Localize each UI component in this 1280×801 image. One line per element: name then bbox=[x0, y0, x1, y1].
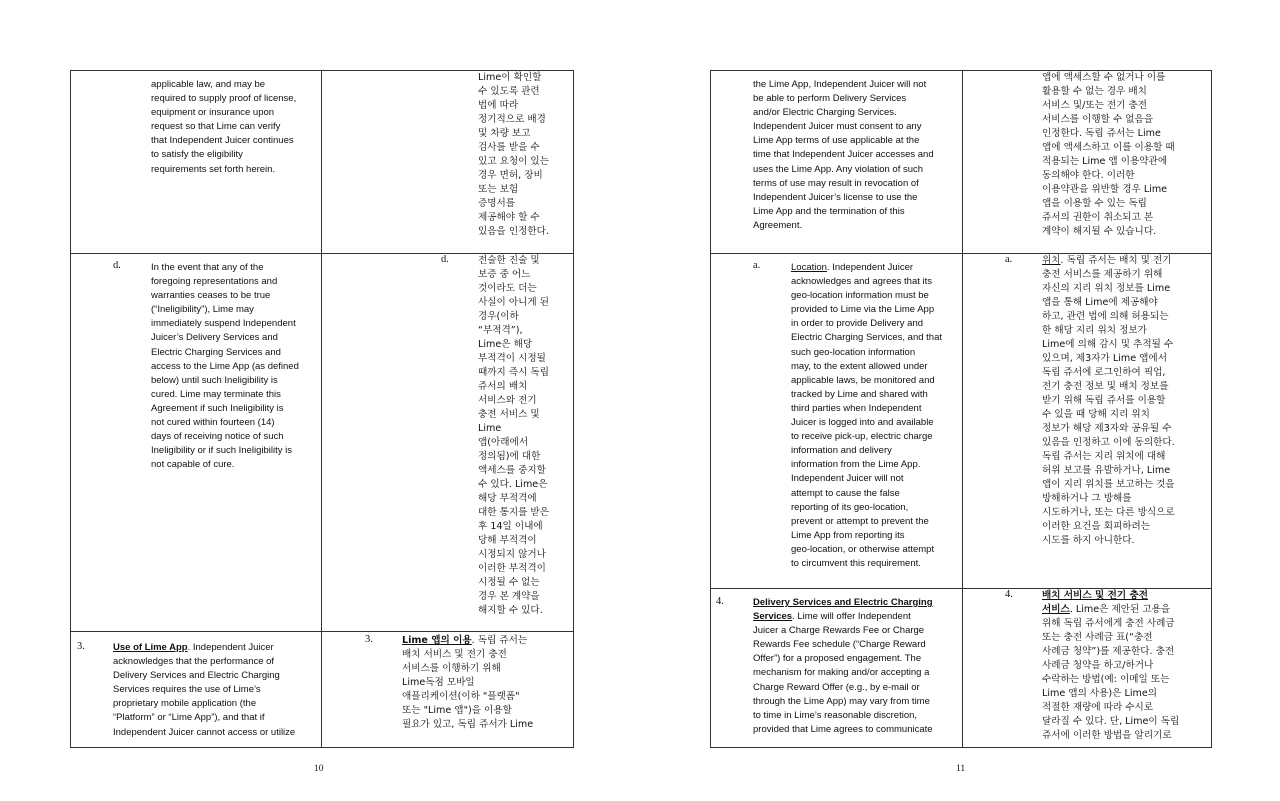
text-line: applicable law, and may be bbox=[151, 79, 266, 90]
text-line: 것이라도 더는 bbox=[478, 283, 537, 294]
text-line: Lime은 해당 bbox=[478, 339, 533, 350]
korean-cell bbox=[322, 71, 574, 254]
section-heading: Services bbox=[753, 611, 793, 623]
text-line: 앱에 액세스하고 이를 이용할 때 bbox=[1042, 142, 1175, 153]
english-cell bbox=[71, 71, 322, 254]
text-line: 해지할 수 있다. bbox=[478, 605, 543, 616]
text-line: 활용할 수 없는 경우 배치 bbox=[1042, 86, 1147, 97]
korean-cell bbox=[963, 71, 1212, 254]
text-line: 이러한 부적격이 bbox=[478, 563, 546, 574]
bilingual-table-page-10 bbox=[70, 70, 574, 748]
text-line: 서비스를 이행할 수 없음을 bbox=[1042, 114, 1154, 125]
text-line: 앱에 액세스할 수 없거나 이를 bbox=[1042, 72, 1166, 83]
text-line: not cured within fourteen (14) bbox=[151, 417, 275, 429]
text-line: “부적격”), bbox=[478, 325, 523, 336]
text-line: 해당 부적격에 bbox=[478, 493, 537, 504]
page-number: 10 bbox=[314, 764, 324, 774]
table-row bbox=[711, 254, 1212, 589]
text-line: Lime이 확인할 bbox=[478, 72, 542, 83]
english-cell bbox=[71, 632, 322, 748]
text-line: access to the Lime App (as defined bbox=[151, 360, 299, 372]
text-line: equipment or insurance upon bbox=[151, 107, 275, 119]
korean-text bbox=[478, 254, 549, 618]
text-line: 수 있도록 관련 bbox=[478, 86, 540, 97]
text-line: be able to perform Delivery Services bbox=[753, 93, 907, 105]
text-line: (“Ineligibility”), Lime may bbox=[151, 304, 254, 316]
korean-text bbox=[478, 71, 549, 239]
text-line: In the event that any of the bbox=[151, 262, 264, 273]
item-marker: d. bbox=[113, 260, 121, 271]
text-line: 적용되는 Lime 앱 이용약관에 bbox=[1042, 156, 1168, 167]
text-line: warranties ceases to be true bbox=[151, 290, 271, 302]
text-line: Lime App terms of use applicable at the bbox=[753, 135, 920, 147]
text-line: 또는 보험 bbox=[478, 184, 519, 195]
english-text bbox=[151, 261, 299, 472]
text-line: terms of use may result in revocation of bbox=[753, 177, 919, 189]
text-line: 앱을 이용할 수 있는 독립 bbox=[1042, 198, 1147, 209]
page-number: 11 bbox=[956, 764, 966, 774]
text-line: 때까지 즉시 독립 bbox=[478, 367, 549, 378]
english-text: Use of Lime App. Independent Juicer acknowledges that the performance of Delivery Services and Electric Charging Services requires the use of Lime’s proprietary mobile application (the “Platform” or “Lime App”), and that if Independent Juicer cannot access or utilize bbox=[113, 642, 296, 738]
section-heading: Lime 앱의 이용 bbox=[402, 635, 472, 646]
text-line: and/or Electric Charging Services. bbox=[753, 107, 897, 119]
text-line: Ineligibility or if such Ineligibility is bbox=[151, 445, 292, 457]
korean-text: 배치 서비스 및 전기 충전 서비스. Lime은 제안된 고용을 위해 독립 쥬서에게 충전 사례금 또는 충전 사례금 표(“충전 사례금 청약”)를 제공한다. 충전 사례금 청약을 하고/하거나 수락하는 방법(예: 이메일 또는 Lime 앱의 사용)은 Lime의 적절한 재량에 따라 수시로 달라질 수 있다. 단, Lime이 독립 쥬서에 이러한 방법을 알리기로 bbox=[1042, 590, 1180, 741]
table-row bbox=[711, 589, 1212, 748]
text-line: Lime bbox=[478, 423, 502, 434]
text-line: 제공해야 할 수 bbox=[478, 212, 540, 223]
text-line: Agreement if such Ineligibility is bbox=[151, 402, 284, 414]
item-marker: a. bbox=[1005, 254, 1013, 265]
bilingual-table-page-11 bbox=[710, 70, 1212, 748]
text-line: Lime App and the termination of this bbox=[753, 205, 905, 217]
text-line: 경우(이하 bbox=[478, 311, 519, 322]
english-cell bbox=[711, 71, 963, 254]
text-line: 앱(아래에서 bbox=[478, 437, 529, 448]
text-line: required to supply proof of license, bbox=[151, 93, 297, 105]
section-heading: 서비스 bbox=[1042, 604, 1070, 615]
text-line: 정기적으로 배경 bbox=[478, 114, 546, 125]
text-line: not capable of cure. bbox=[151, 459, 235, 471]
english-text: Delivery Services and Electric Charging Services. Lime will offer Independent Juicer a Charge Rewards Fee or Charge Rewards Fee schedule (“Charge Reward Offer”) for a proposed engagement. The mechanism for making and/or accepting a Charge Reward Offer (e.g., by e-mail or through the Lime App) may vary from time to time in Lime’s reasonable discretion, provided that Lime agrees to communicate bbox=[753, 597, 933, 735]
text-line: immediately suspend Independent bbox=[151, 318, 296, 330]
text-line: 계약이 해지될 수 있습니다. bbox=[1042, 226, 1157, 237]
text-line: 쥬서의 권한이 취소되고 본 bbox=[1042, 212, 1154, 223]
text-line: 서비스 및/또는 전기 충전 bbox=[1042, 100, 1148, 111]
text-line: Independent Juicer must consent to any bbox=[753, 121, 922, 133]
text-line: 부적격이 시정될 bbox=[478, 353, 546, 364]
table-row bbox=[711, 71, 1212, 254]
text-line: Juicer’s Delivery Services and bbox=[151, 332, 278, 344]
korean-cell bbox=[322, 632, 574, 748]
english-cell bbox=[711, 589, 963, 748]
item-marker: d. bbox=[441, 254, 449, 265]
text-line: 후 14일 이내에 bbox=[478, 521, 543, 532]
text-line: 액세스를 중지할 bbox=[478, 465, 546, 476]
text-line: 대한 통지를 받은 bbox=[478, 507, 549, 518]
korean-cell bbox=[963, 589, 1212, 748]
english-text bbox=[753, 78, 934, 233]
section-heading: 위치 bbox=[1042, 255, 1061, 266]
korean-cell bbox=[963, 254, 1212, 589]
table-row bbox=[71, 71, 574, 254]
text-line: days of receiving notice of such bbox=[151, 431, 284, 443]
text-line: 수 있다. Lime은 bbox=[478, 479, 548, 490]
text-line: 동의해야 한다. 이러한 bbox=[1042, 170, 1135, 181]
section-number: 4. bbox=[1005, 589, 1013, 600]
text-line: 사실이 아니게 된 bbox=[478, 297, 549, 308]
text-line: Independent Juicer’s license to use the bbox=[753, 191, 918, 203]
page-11 bbox=[640, 0, 1280, 801]
section-heading: Delivery Services and Electric Charging bbox=[753, 597, 933, 608]
table-row bbox=[71, 254, 574, 632]
text-line: requirements set forth herein. bbox=[151, 163, 276, 175]
section-heading: Location bbox=[791, 262, 827, 273]
korean-cell bbox=[322, 254, 574, 632]
text-line: 시정되지 않거나 bbox=[478, 549, 546, 560]
text-line: 충전 서비스 및 bbox=[478, 409, 540, 420]
korean-text: Lime 앱의 이용. 독립 쥬서는 배치 서비스 및 전기 충전 서비스를 이행하기 위해 Lime독점 모바일 애플리케이션(이하 "플랫폼" 또는 "Lime 앱")을 이용할 필요가 있고, 독립 쥬서가 Lime bbox=[402, 635, 534, 730]
text-line: 보증 중 어느 bbox=[478, 269, 531, 280]
text-line: 인정한다. 독립 쥬서는 Lime bbox=[1042, 128, 1161, 139]
text-line: request so that Lime can verify bbox=[151, 121, 281, 133]
text-line: time that Independent Juicer accesses and bbox=[753, 149, 934, 161]
text-line: 전술한 진술 및 bbox=[478, 255, 540, 266]
text-line: the Lime App, Independent Juicer will not bbox=[753, 79, 927, 90]
english-text: Location. Independent Juicer acknowledges and agrees that its geo-location information must be provided to Lime via the Lime App in order to provide Delivery and Electric Charging Services, and that such geo-location information may, to the extent allowed under applicable laws, be monitored and tracked by Lime and shared with third parties when Independent Juicer is logged into and available to receive pick-up, electric charge information and delivery information from the Lime App. Independent Juicer will not attempt to cause the false reporting of its geo-location, prevent or attempt to prevent the Lime App from reporting its geo-location, or otherwise attempt to circumvent this requirement. bbox=[791, 262, 943, 569]
text-line: 시정될 수 없는 bbox=[478, 577, 540, 588]
text-line: 정의됨)에 대한 bbox=[478, 451, 541, 462]
text-line: 있고 요청이 있는 bbox=[478, 156, 549, 167]
text-line: 당해 부적격이 bbox=[478, 535, 537, 546]
text-line: 경우 면허, 장비 bbox=[478, 170, 543, 181]
text-line: 법에 따라 bbox=[478, 100, 519, 111]
text-line: 검사를 받을 수 bbox=[478, 142, 540, 153]
text-line: foregoing representations and bbox=[151, 276, 278, 288]
section-heading: Use of Lime App bbox=[113, 642, 188, 653]
text-line: below) until such Ineligibility is bbox=[151, 374, 278, 386]
korean-text bbox=[1042, 71, 1175, 239]
text-line: 서비스와 전기 bbox=[478, 395, 537, 406]
text-line: 이용약관을 위반할 경우 Lime bbox=[1042, 184, 1168, 195]
text-line: 증명서를 bbox=[478, 198, 516, 209]
text-line: uses the Lime App. Any violation of such bbox=[753, 163, 924, 175]
text-line: to satisfy the eligibility bbox=[151, 149, 243, 161]
text-line: cured. Lime may terminate this bbox=[151, 388, 281, 400]
text-line: Agreement. bbox=[753, 219, 803, 231]
english-cell bbox=[711, 254, 963, 589]
item-marker: a. bbox=[753, 260, 761, 271]
english-cell bbox=[71, 254, 322, 632]
text-line: that Independent Juicer continues bbox=[151, 135, 294, 147]
text-line: Electric Charging Services and bbox=[151, 346, 281, 358]
text-line: 경우 본 계약을 bbox=[478, 591, 540, 602]
korean-text: 위치. 독립 쥬서는 배치 및 전기 충전 서비스를 제공하기 위해 자신의 지리 위치 정보를 Lime 앱을 통해 Lime에 제공해야 하고, 관련 법에 의해 허용되는 한 해당 지리 위치 정보가 Lime에 의해 감시 및 추적될 수 있으며, 제3자가 Lime 앱에서 독립 쥬서에 로그인하여 픽업, 전기 충전 정보 및 배치 정보를 받기 위해 독립 쥬서를 이용할 수 있을 때 당해 지리 위치 정보가 해당 제3자와 공유될 수 있음을 인정하고 이에 동의한다. 독립 쥬서는 지리 위치에 대해 허위 보고를 유발하거나, Lime 앱이 지리 위치를 보고하는 것을 방해하거나 그 방해를 시도하거나, 또는 다른 방식으로 이러한 요건을 회피하려는 시도를 하지 아니한다. bbox=[1042, 255, 1175, 546]
section-number: 4. bbox=[716, 596, 724, 607]
english-text bbox=[151, 78, 296, 177]
section-number: 3. bbox=[77, 641, 85, 652]
text-line: 및 차량 보고 bbox=[478, 128, 531, 139]
section-heading: 배치 서비스 및 전기 충전 bbox=[1042, 590, 1149, 601]
text-line: 있음을 인정한다. bbox=[478, 226, 549, 237]
table-row bbox=[71, 632, 574, 748]
text-line: 쥬서의 배치 bbox=[478, 381, 528, 392]
section-number: 3. bbox=[365, 634, 373, 645]
